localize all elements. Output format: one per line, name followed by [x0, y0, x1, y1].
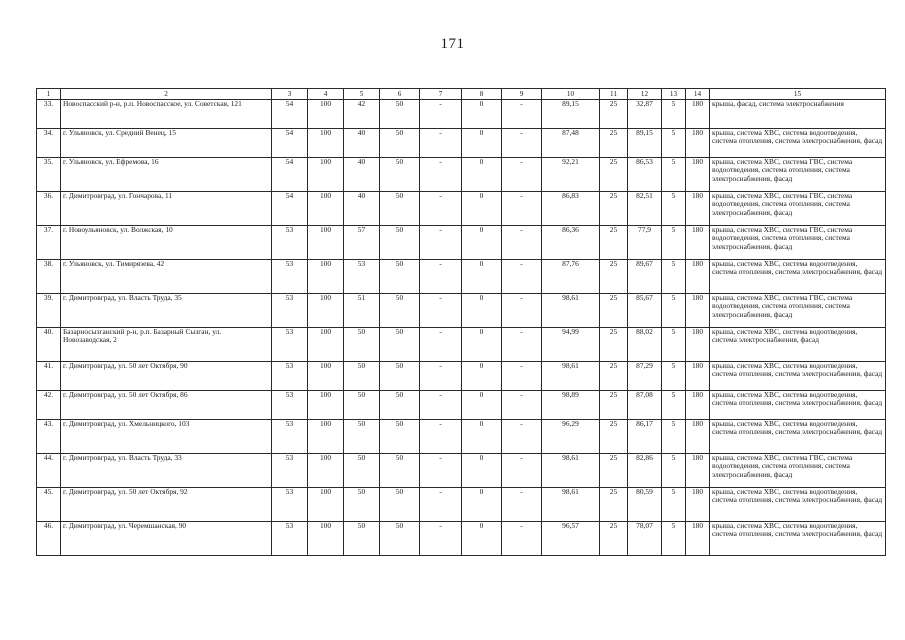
- value-cell: 50: [380, 100, 420, 129]
- value-cell: 180: [686, 362, 710, 391]
- value-cell: 54: [272, 158, 308, 192]
- value-cell: 25: [600, 391, 628, 420]
- value-cell: 0: [462, 100, 502, 129]
- value-cell: 100: [308, 129, 344, 158]
- value-cell: 87,08: [628, 391, 662, 420]
- address-cell: г. Димитровград, ул. Власть Труда, 33: [61, 454, 272, 488]
- row-number: 41.: [37, 362, 61, 391]
- value-cell: 50: [380, 391, 420, 420]
- value-cell: -: [502, 192, 542, 226]
- value-cell: -: [502, 328, 542, 362]
- address-cell: г. Ульяновск, ул. Средний Венец, 15: [61, 129, 272, 158]
- value-cell: 50: [380, 294, 420, 328]
- column-header: 1: [37, 89, 61, 100]
- address-cell: Новоспасский р-н, р.п. Новоспасское, ул. Советская, 121: [61, 100, 272, 129]
- value-cell: 50: [380, 362, 420, 391]
- value-cell: -: [420, 420, 462, 454]
- value-cell: 87,76: [542, 260, 600, 294]
- value-cell: 50: [380, 192, 420, 226]
- value-cell: 86,53: [628, 158, 662, 192]
- value-cell: 5: [662, 192, 686, 226]
- value-cell: 100: [308, 260, 344, 294]
- value-cell: -: [420, 522, 462, 556]
- table-row: [37, 192, 886, 226]
- table-row: [37, 328, 886, 362]
- table-row: [37, 391, 886, 420]
- value-cell: 87,29: [628, 362, 662, 391]
- value-cell: 96,29: [542, 420, 600, 454]
- value-cell: 5: [662, 488, 686, 522]
- value-cell: 53: [272, 294, 308, 328]
- row-number: 40.: [37, 328, 61, 362]
- table-row: [37, 294, 886, 328]
- value-cell: 53: [272, 488, 308, 522]
- value-cell: 100: [308, 192, 344, 226]
- value-cell: 89,15: [542, 100, 600, 129]
- value-cell: -: [420, 294, 462, 328]
- row-number: 46.: [37, 522, 61, 556]
- value-cell: 180: [686, 328, 710, 362]
- value-cell: 0: [462, 328, 502, 362]
- value-cell: 53: [272, 454, 308, 488]
- value-cell: -: [502, 129, 542, 158]
- value-cell: 50: [344, 362, 380, 391]
- address-cell: г. Димитровград, ул. Власть Труда, 35: [61, 294, 272, 328]
- table-row: [37, 362, 886, 391]
- value-cell: 25: [600, 192, 628, 226]
- value-cell: 25: [600, 100, 628, 129]
- value-cell: 53: [272, 328, 308, 362]
- value-cell: 40: [344, 192, 380, 226]
- value-cell: 53: [272, 362, 308, 391]
- works-description-cell: крыша, система ХВС, система водоотведения, система отопления, система электроснабжения, фасад: [710, 522, 886, 556]
- column-header: 4: [308, 89, 344, 100]
- value-cell: 50: [380, 420, 420, 454]
- address-cell: г. Димитровград, ул. Черемшанская, 90: [61, 522, 272, 556]
- value-cell: 100: [308, 362, 344, 391]
- value-cell: 82,51: [628, 192, 662, 226]
- column-header: 7: [420, 89, 462, 100]
- value-cell: 86,83: [542, 192, 600, 226]
- value-cell: 94,99: [542, 328, 600, 362]
- value-cell: 0: [462, 158, 502, 192]
- value-cell: 25: [600, 362, 628, 391]
- value-cell: 0: [462, 454, 502, 488]
- value-cell: 180: [686, 226, 710, 260]
- value-cell: 25: [600, 522, 628, 556]
- value-cell: 180: [686, 100, 710, 129]
- buildings-table: [36, 88, 886, 556]
- value-cell: 25: [600, 454, 628, 488]
- row-number: 45.: [37, 488, 61, 522]
- value-cell: 5: [662, 454, 686, 488]
- table-row: [37, 260, 886, 294]
- value-cell: 0: [462, 488, 502, 522]
- works-description-cell: крыша, система ХВС, система ГВС, система водоотведения, система отопления, система электроснабжения, фасад: [710, 192, 886, 226]
- value-cell: -: [502, 294, 542, 328]
- value-cell: 80,59: [628, 488, 662, 522]
- value-cell: 40: [344, 158, 380, 192]
- value-cell: 53: [344, 260, 380, 294]
- row-number: 38.: [37, 260, 61, 294]
- value-cell: 180: [686, 488, 710, 522]
- works-description-cell: крыша, система ХВС, система ГВС, система водоотведения, система отопления, система электроснабжения, фасад: [710, 294, 886, 328]
- value-cell: 100: [308, 420, 344, 454]
- works-description-cell: крыша, система ХВС, система водоотведения, система отопления, система электроснабжения, фасад: [710, 391, 886, 420]
- works-description-cell: крыша, система ХВС, система водоотведения, система электроснабжения, фасад: [710, 328, 886, 362]
- value-cell: 180: [686, 129, 710, 158]
- value-cell: -: [420, 328, 462, 362]
- table-row: [37, 522, 886, 556]
- column-header: 10: [542, 89, 600, 100]
- value-cell: 54: [272, 192, 308, 226]
- value-cell: 88,02: [628, 328, 662, 362]
- value-cell: 25: [600, 129, 628, 158]
- value-cell: 100: [308, 454, 344, 488]
- value-cell: -: [420, 260, 462, 294]
- column-header: 15: [710, 89, 886, 100]
- value-cell: -: [420, 454, 462, 488]
- value-cell: 50: [344, 454, 380, 488]
- row-number: 34.: [37, 129, 61, 158]
- value-cell: 50: [380, 158, 420, 192]
- column-header: 5: [344, 89, 380, 100]
- value-cell: 96,57: [542, 522, 600, 556]
- value-cell: 86,36: [542, 226, 600, 260]
- value-cell: 54: [272, 129, 308, 158]
- value-cell: 82,86: [628, 454, 662, 488]
- value-cell: 5: [662, 362, 686, 391]
- value-cell: 0: [462, 420, 502, 454]
- value-cell: -: [420, 362, 462, 391]
- value-cell: 100: [308, 522, 344, 556]
- value-cell: 180: [686, 454, 710, 488]
- value-cell: 78,07: [628, 522, 662, 556]
- value-cell: 5: [662, 294, 686, 328]
- value-cell: 92,21: [542, 158, 600, 192]
- value-cell: 42: [344, 100, 380, 129]
- value-cell: 53: [272, 260, 308, 294]
- address-cell: г. Димитровград, ул. 50 лет Октября, 90: [61, 362, 272, 391]
- value-cell: 5: [662, 158, 686, 192]
- column-header: 8: [462, 89, 502, 100]
- address-cell: г. Ульяновск, ул. Тимирязева, 42: [61, 260, 272, 294]
- value-cell: 100: [308, 294, 344, 328]
- table-row: [37, 454, 886, 488]
- value-cell: 0: [462, 192, 502, 226]
- value-cell: 98,89: [542, 391, 600, 420]
- value-cell: 86,17: [628, 420, 662, 454]
- value-cell: 0: [462, 522, 502, 556]
- value-cell: 5: [662, 226, 686, 260]
- row-number: 43.: [37, 420, 61, 454]
- value-cell: 5: [662, 100, 686, 129]
- value-cell: 32,87: [628, 100, 662, 129]
- column-header: 12: [628, 89, 662, 100]
- works-description-cell: крыша, система ХВС, система водоотведения, система отопления, система электроснабжения, фасад: [710, 488, 886, 522]
- value-cell: 0: [462, 129, 502, 158]
- value-cell: 0: [462, 260, 502, 294]
- value-cell: 100: [308, 100, 344, 129]
- value-cell: 98,61: [542, 294, 600, 328]
- value-cell: 100: [308, 158, 344, 192]
- value-cell: 180: [686, 294, 710, 328]
- value-cell: 51: [344, 294, 380, 328]
- value-cell: -: [502, 522, 542, 556]
- column-header: 3: [272, 89, 308, 100]
- page-number: 171: [440, 36, 465, 52]
- value-cell: 53: [272, 522, 308, 556]
- value-cell: -: [420, 129, 462, 158]
- works-description-cell: крыша, система ХВС, система ГВС, система водоотведения, система отопления, система электроснабжения, фасад: [710, 226, 886, 260]
- value-cell: 50: [344, 522, 380, 556]
- table-row: [37, 488, 886, 522]
- value-cell: 180: [686, 192, 710, 226]
- value-cell: 50: [380, 328, 420, 362]
- value-cell: 89,67: [628, 260, 662, 294]
- row-number: 42.: [37, 391, 61, 420]
- value-cell: -: [420, 488, 462, 522]
- value-cell: -: [420, 100, 462, 129]
- value-cell: 50: [380, 488, 420, 522]
- column-header: 6: [380, 89, 420, 100]
- value-cell: 57: [344, 226, 380, 260]
- value-cell: -: [420, 391, 462, 420]
- works-description-cell: крыша, фасад, система электроснабжения: [710, 100, 886, 129]
- value-cell: 85,67: [628, 294, 662, 328]
- column-header: 2: [61, 89, 272, 100]
- value-cell: 180: [686, 522, 710, 556]
- table-row: [37, 158, 886, 192]
- column-header: 13: [662, 89, 686, 100]
- works-description-cell: крыша, система ХВС, система водоотведения, система отопления, система электроснабжения, фасад: [710, 260, 886, 294]
- value-cell: -: [502, 158, 542, 192]
- header-row: [37, 89, 886, 100]
- value-cell: -: [502, 420, 542, 454]
- value-cell: -: [502, 100, 542, 129]
- value-cell: 89,15: [628, 129, 662, 158]
- value-cell: 180: [686, 158, 710, 192]
- value-cell: 98,61: [542, 454, 600, 488]
- value-cell: 180: [686, 420, 710, 454]
- value-cell: 5: [662, 129, 686, 158]
- value-cell: 100: [308, 391, 344, 420]
- row-number: 39.: [37, 294, 61, 328]
- works-description-cell: крыша, система ХВС, система водоотведения, система отопления, система электроснабжения, фасад: [710, 420, 886, 454]
- column-header: 11: [600, 89, 628, 100]
- value-cell: 25: [600, 488, 628, 522]
- value-cell: 5: [662, 522, 686, 556]
- value-cell: 5: [662, 328, 686, 362]
- address-cell: г. Димитровград, ул. Гончарова, 11: [61, 192, 272, 226]
- value-cell: 5: [662, 260, 686, 294]
- value-cell: 25: [600, 294, 628, 328]
- value-cell: 180: [686, 391, 710, 420]
- value-cell: 98,61: [542, 362, 600, 391]
- works-description-cell: крыша, система ХВС, система ГВС, система водоотведения, система отопления, система электроснабжения, фасад: [710, 158, 886, 192]
- address-cell: г. Димитровград, ул. 50 лет Октября, 86: [61, 391, 272, 420]
- value-cell: 50: [380, 260, 420, 294]
- value-cell: 40: [344, 129, 380, 158]
- value-cell: -: [502, 226, 542, 260]
- address-cell: г. Ульяновск, ул. Ефремова, 16: [61, 158, 272, 192]
- value-cell: 77,9: [628, 226, 662, 260]
- value-cell: 0: [462, 226, 502, 260]
- value-cell: 25: [600, 226, 628, 260]
- column-header: 9: [502, 89, 542, 100]
- value-cell: 0: [462, 362, 502, 391]
- value-cell: 50: [380, 129, 420, 158]
- value-cell: -: [502, 488, 542, 522]
- value-cell: 50: [344, 328, 380, 362]
- works-description-cell: крыша, система ХВС, система ГВС, система водоотведения, система отопления, система электроснабжения, фасад: [710, 454, 886, 488]
- value-cell: 0: [462, 391, 502, 420]
- works-description-cell: крыша, система ХВС, система водоотведения, система отопления, система электроснабжения, фасад: [710, 362, 886, 391]
- value-cell: -: [420, 158, 462, 192]
- row-number: 35.: [37, 158, 61, 192]
- value-cell: 53: [272, 226, 308, 260]
- address-cell: г. Димитровград, ул. 50 лет Октября, 92: [61, 488, 272, 522]
- row-number: 44.: [37, 454, 61, 488]
- value-cell: 25: [600, 158, 628, 192]
- value-cell: -: [420, 226, 462, 260]
- value-cell: 100: [308, 328, 344, 362]
- value-cell: 53: [272, 420, 308, 454]
- value-cell: 0: [462, 294, 502, 328]
- value-cell: 100: [308, 488, 344, 522]
- value-cell: -: [420, 192, 462, 226]
- value-cell: -: [502, 260, 542, 294]
- table-row: [37, 129, 886, 158]
- row-number: 37.: [37, 226, 61, 260]
- column-header: 14: [686, 89, 710, 100]
- value-cell: 50: [380, 226, 420, 260]
- table-row: [37, 420, 886, 454]
- value-cell: -: [502, 391, 542, 420]
- value-cell: 54: [272, 100, 308, 129]
- value-cell: 50: [380, 454, 420, 488]
- works-description-cell: крыша, система ХВС, система водоотведения, система отопления, система электроснабжения, фасад: [710, 129, 886, 158]
- value-cell: 50: [344, 420, 380, 454]
- address-cell: Базарносызганский р-н, р.п. Базарный Сызган, ул. Новозаводская, 2: [61, 328, 272, 362]
- value-cell: 180: [686, 260, 710, 294]
- value-cell: 25: [600, 420, 628, 454]
- value-cell: 50: [380, 522, 420, 556]
- row-number: 36.: [37, 192, 61, 226]
- value-cell: 98,61: [542, 488, 600, 522]
- value-cell: 25: [600, 260, 628, 294]
- value-cell: -: [502, 454, 542, 488]
- value-cell: 50: [344, 391, 380, 420]
- value-cell: -: [502, 362, 542, 391]
- address-cell: г. Новоульяновск, ул. Волжская, 10: [61, 226, 272, 260]
- value-cell: 50: [344, 488, 380, 522]
- value-cell: 87,48: [542, 129, 600, 158]
- row-number: 33.: [37, 100, 61, 129]
- table-row: [37, 226, 886, 260]
- value-cell: 5: [662, 420, 686, 454]
- value-cell: 25: [600, 328, 628, 362]
- value-cell: 100: [308, 226, 344, 260]
- table-row: [37, 100, 886, 129]
- value-cell: 5: [662, 391, 686, 420]
- value-cell: 53: [272, 391, 308, 420]
- address-cell: г. Димитровград, ул. Хмельницкого, 103: [61, 420, 272, 454]
